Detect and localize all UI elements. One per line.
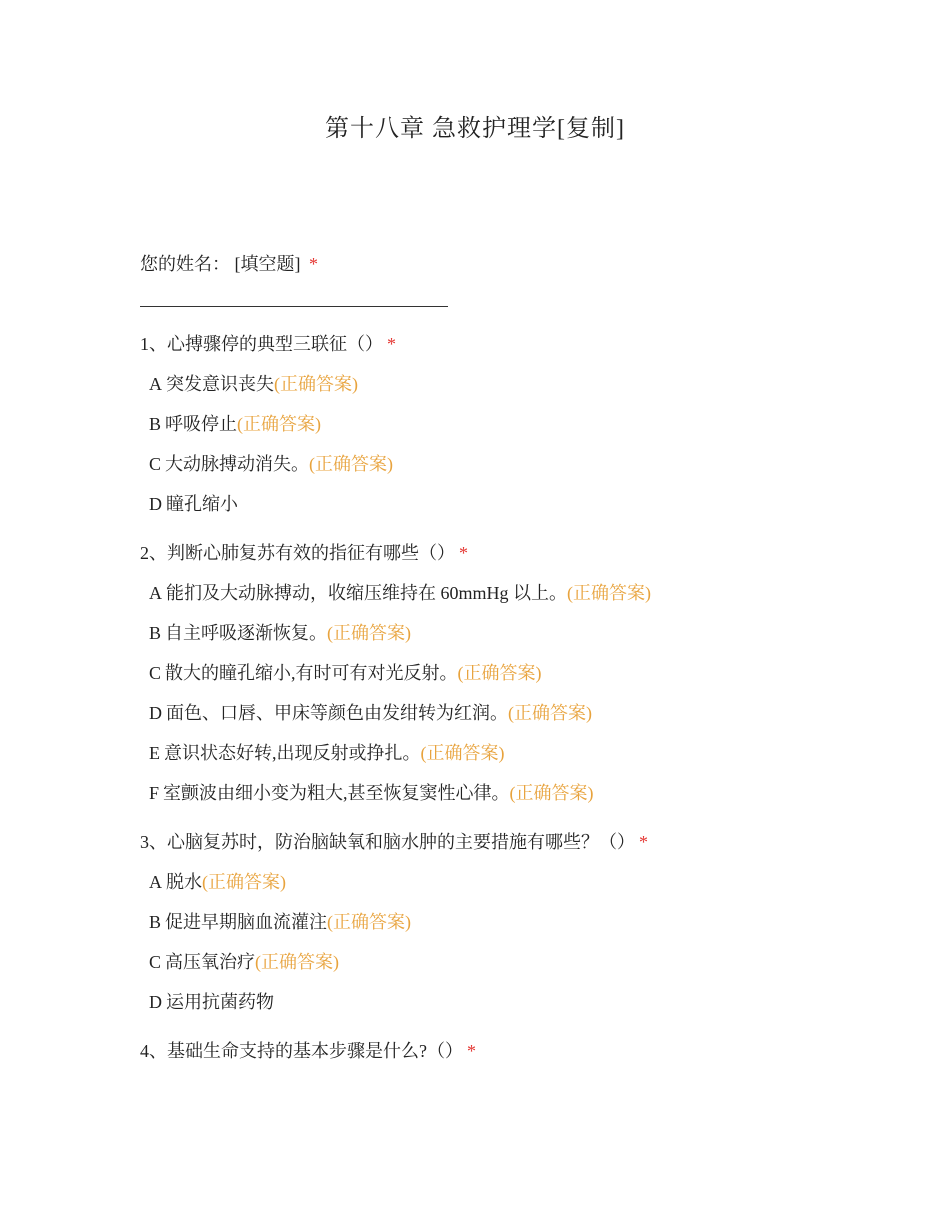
option-letter: E [149, 743, 160, 763]
question-3 [140, 828, 900, 856]
option-letter: D [149, 703, 162, 723]
page-title: 第十八章 急救护理学[复制] [325, 116, 625, 142]
option-c[interactable] [140, 450, 900, 478]
correct-answer-tag: (正确答案) [457, 663, 542, 683]
option-list [140, 370, 900, 518]
option-text: 呼吸停止 [165, 414, 238, 434]
correct-answer-tag: (正确答案) [237, 414, 322, 434]
required-mark: * [309, 254, 318, 274]
questionnaire [140, 250, 900, 1065]
option-text: 促进早期脑血流灌注 [165, 912, 328, 932]
required-mark: * [459, 543, 468, 563]
option-c[interactable] [140, 948, 900, 976]
option-text: 脱水 [166, 872, 202, 892]
option-text: 高压氧治疗 [165, 952, 256, 972]
option-text: 突发意识丧失 [166, 374, 274, 394]
required-mark: * [639, 832, 648, 852]
option-letter: C [149, 663, 162, 683]
name-question-type: [填空题] [234, 254, 301, 274]
option-b[interactable] [140, 619, 900, 647]
option-text: 散大的瞳孔缩小,有时可有对光反射。 [165, 663, 458, 683]
correct-answer-tag: (正确答案) [509, 783, 594, 803]
question-list [140, 330, 900, 1065]
option-letter: A [149, 374, 162, 394]
option-b[interactable] [140, 410, 900, 438]
question-stem: 2、判断心肺复苏有效的指征有哪些（） [140, 543, 455, 563]
option-text: 运用抗菌药物 [166, 992, 274, 1012]
option-b[interactable] [140, 908, 900, 936]
option-text: 大动脉搏动消失。 [165, 454, 310, 474]
option-text: 面色、口唇、甲床等颜色由发绀转为红润。 [166, 703, 508, 723]
correct-answer-tag: (正确答案) [274, 374, 358, 394]
option-text: 瞳孔缩小 [166, 494, 238, 514]
option-text: 意识状态好转,出现反射或挣扎。 [164, 743, 421, 763]
option-letter: B [149, 912, 162, 932]
option-text: 能扪及大动脉搏动，收缩压维持在 60mmHg 以上。 [166, 583, 567, 603]
option-a[interactable] [140, 868, 900, 896]
correct-answer-tag: (正确答案) [255, 952, 340, 972]
correct-answer-tag: (正确答案) [508, 703, 592, 723]
option-d[interactable] [140, 988, 900, 1016]
option-text: 自主呼吸逐渐恢复。 [165, 623, 328, 643]
option-letter: D [149, 494, 162, 514]
correct-answer-tag: (正确答案) [327, 912, 412, 932]
correct-answer-tag: (正确答案) [567, 583, 651, 603]
option-e[interactable] [140, 739, 900, 767]
option-d[interactable] [140, 699, 900, 727]
question-stem: 3、心脑复苏时，防治脑缺氧和脑水肿的主要措施有哪些？（） [140, 832, 635, 852]
name-fill-blank[interactable] [140, 306, 448, 307]
name-question [140, 250, 900, 278]
name-question-label: 您的姓名： [140, 254, 230, 274]
question-4 [140, 1037, 900, 1065]
option-a[interactable] [140, 370, 900, 398]
option-letter: A [149, 872, 162, 892]
option-list [140, 868, 900, 1016]
correct-answer-tag: (正确答案) [327, 623, 412, 643]
question-stem: 1、心搏骤停的典型三联征（） [140, 334, 383, 354]
option-letter: F [149, 783, 160, 803]
option-f[interactable] [140, 779, 900, 807]
option-letter: D [149, 992, 162, 1012]
question-1 [140, 330, 900, 358]
question-stem: 4、基础生命支持的基本步骤是什么?（） [140, 1041, 463, 1061]
option-list [140, 579, 900, 807]
option-letter: B [149, 623, 162, 643]
option-letter: B [149, 414, 162, 434]
option-c[interactable] [140, 659, 900, 687]
correct-answer-tag: (正确答案) [420, 743, 505, 763]
question-2 [140, 539, 900, 567]
correct-answer-tag: (正确答案) [309, 454, 394, 474]
required-mark: * [467, 1041, 476, 1061]
option-letter: C [149, 454, 162, 474]
option-text: 室颤波由细小变为粗大,甚至恢复窦性心律。 [163, 783, 510, 803]
correct-answer-tag: (正确答案) [202, 872, 286, 892]
option-letter: C [149, 952, 162, 972]
required-mark: * [387, 334, 396, 354]
option-a[interactable] [140, 579, 900, 607]
option-d[interactable] [140, 490, 900, 518]
option-letter: A [149, 583, 162, 603]
